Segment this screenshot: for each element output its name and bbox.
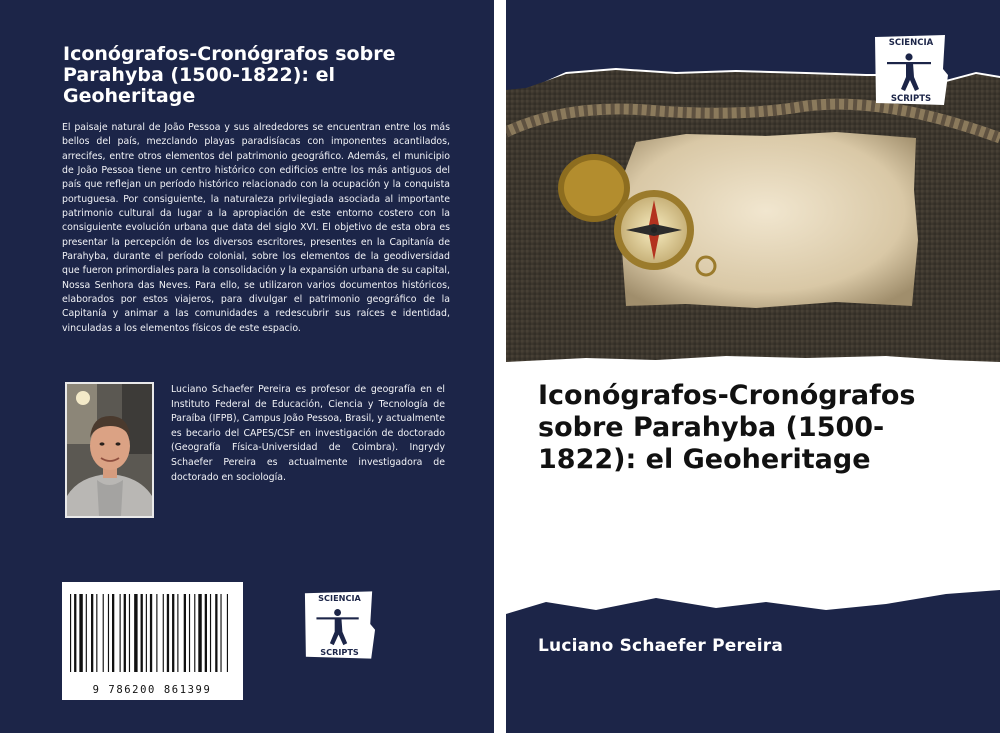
front-logo-bottom-text: SCRIPTS [890, 94, 932, 104]
cover-photo-map-compass [506, 70, 1000, 370]
back-cover [0, 0, 494, 733]
back-cover-blurb: El paisaje natural de João Pessoa y sus alrededores se encuentran entre los más bellos del país, mezclando playas paradisíacas con imponentes acantilados, arrecifes, entre otros elementos del patrimonio geográfico. Además, el municipio de João Pessoa tiene un centro histórico con edificios entre los más antiguos del país que reflejan un período histórico relacionado con la ocupación y la conquista portuguesa. Por consiguiente, la naturaleza privilegiada asociada al importante patrimonio cultural da lugar a la apropiación de este entorno costero con la consiguiente evolución urbana que data del siglo XVI. El objetivo de esta obra es presentar la percepción de los diversos escritores, presentes en la Capitanía de Parahyba, durante el período colonial, sobre los elementos de la geodiversidad que fueron primordiales para la consolidación y la expansión urbana de su capital, Nossa Senhora das Neves. Para ello, se utilizaron varios documentos históricos, elaborados por estos viajeros, para divulgar el patrimonio geográfico de la Capitanía y animar a las comunidades a redescubrir sus raíces e identidad, vinculadas a los elementos físicos de este espacio. [62, 122, 450, 334]
back-cover-title: Iconógrafos-Cronógrafos sobre Parahyba (1500-1822): el Geoheritage [63, 43, 396, 107]
isbn-barcode [62, 582, 243, 700]
front-logo-top-text: SCIENCIA [888, 38, 934, 48]
barcode-digits: 9 786200 861399 [92, 684, 212, 696]
front-bottom-band [506, 590, 1000, 733]
author-bio: Luciano Schaefer Pereira es profesor de geografía en el Instituto Federal de Educación, Ciencia y Tecnología de Paraíba (IFPB), Campus João Pessoa, Brasil, y actualmente es becario del CAPES/CSF en investigación de doctorado (Geografía Física-Universidad de Coimbra). Ingrydy Schaefer Pereira es actualmente investigadora de doctorado en sociología. [171, 384, 445, 483]
barcode-bars [62, 582, 243, 682]
front-cover-title: Iconógrafos-Cronógrafos sobre Parahyba (1500-1822): el Geoheritage [538, 380, 916, 475]
back-logo-top-text: SCIENCIA [318, 592, 361, 603]
front-cover-author: Luciano Schaefer Pereira [538, 636, 784, 656]
book-spine [494, 0, 506, 733]
publisher-logo-back [303, 589, 376, 661]
back-logo-bottom-text: SCRIPTS [320, 646, 359, 657]
publisher-logo-front [873, 33, 949, 107]
author-photo [65, 382, 154, 518]
front-cover [506, 0, 1000, 733]
